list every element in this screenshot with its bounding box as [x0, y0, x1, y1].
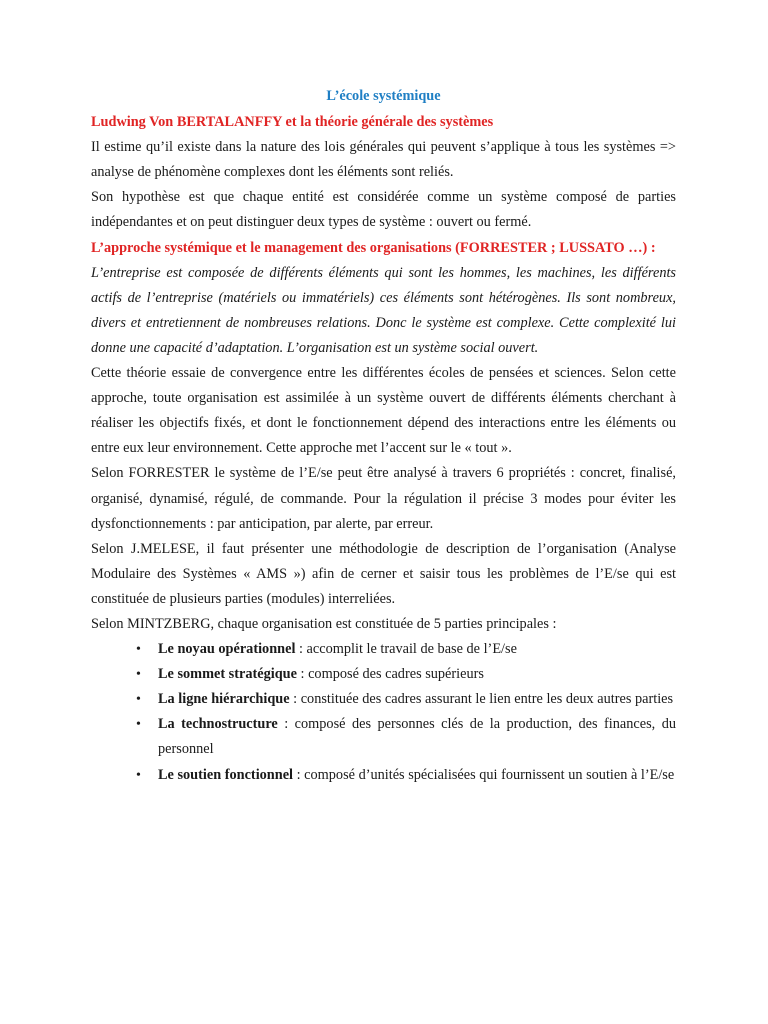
list-item — [136, 687, 676, 712]
paragraph-mintzberg: Selon MINTZBERG, chaque organisation est constituée de 5 parties principales : — [91, 615, 557, 632]
bullet-icon: • — [136, 667, 141, 683]
list-item — [136, 637, 676, 662]
paragraph-theory: Cette théorie essaie de convergence entre les différentes écoles de pensées et sciences. Selon cette approche, toute organisation est assimilée à un système ouvert de différents éléments cherchant à réaliser les objectifs fixés, et dont le fonctionnement dépend des interactions entre les éléments ou entre eux leur environnement. Cette approche met l’accent sur le « tout ». — [91, 365, 676, 457]
bullet-icon: • — [136, 717, 141, 733]
list-item-term: La technostructure — [158, 716, 278, 733]
list-item-description: : composé des cadres supérieurs — [296, 666, 484, 683]
list-item-description: : composé d’unités spécialisées qui fournissent un soutien à l’E/se — [293, 766, 675, 783]
paragraph-melese: Selon J.MELESE, il faut présenter une méthodologie de description de l’organisation (Analyse Modulaire des Systèmes « AMS ») afin de cerner et saisir tous les problèmes de l’E/se qui est constituée de plusieurs parties (modules) interreliées. — [91, 540, 676, 607]
list-item — [136, 662, 676, 687]
list-item — [136, 763, 676, 788]
section-heading-systemic-approach: L’approche systémique et le management des organisations (FORRESTER ; LUSSATO …) : — [91, 239, 656, 256]
paragraph-enterprise-definition: L’entreprise est composée de différents éléments qui sont les hommes, les machines, les différents actifs de l’entreprise (matériels ou immatériels) ces éléments sont hétérogènes. Ils sont nombreux, divers et entretiennent de nombreuses relations. Donc le système est complexe. Cette complexité lui donne une capacité d’adaptation. L’organisation est un système social ouvert. — [91, 264, 676, 356]
section-heading-bertalanffy: Ludwing Von BERTALANFFY et la théorie générale des systèmes — [91, 114, 494, 131]
paragraph-laws: Il estime qu’il existe dans la nature des lois générales qui peuvent s’applique à tous les systèmes => analyse de phénomène complexes dont les éléments sont reliés. — [91, 139, 676, 181]
list-item-term: Le noyau opérationnel — [158, 641, 296, 658]
list-item-term: Le sommet stratégique — [158, 666, 297, 683]
bullet-icon: • — [136, 642, 141, 658]
list-item — [136, 712, 676, 762]
list-item-description: : accomplit le travail de base de l’E/se — [295, 641, 517, 658]
paragraph-forrester: Selon FORRESTER le système de l’E/se peut être analysé à travers 6 propriétés : concret, finalisé, organisé, dynamisé, régulé, de commande. Pour la régulation il précise 3 modes pour éviter les dysfonctionnements : par anticipation, par alerte, par erreur. — [91, 465, 676, 532]
list-item-term: Le soutien fonctionnel — [158, 766, 294, 783]
document-page — [91, 84, 676, 788]
paragraph-hypothesis: Son hypothèse est que chaque entité est considérée comme un système composé de parties indépendantes et on peut distinguer deux types de système : ouvert ou fermé. — [91, 189, 676, 231]
bullet-icon: • — [136, 692, 141, 708]
list-item-term: La ligne hiérarchique — [158, 691, 290, 708]
mintzberg-parts-list — [91, 637, 676, 788]
list-item-description: : constituée des cadres assurant le lien entre les deux autres parties — [289, 691, 674, 708]
list-item-description: : composé des personnes clés de la production, des finances, du personnel — [158, 716, 676, 758]
page-title: L’école systémique — [326, 88, 441, 104]
bullet-icon: • — [136, 767, 141, 783]
